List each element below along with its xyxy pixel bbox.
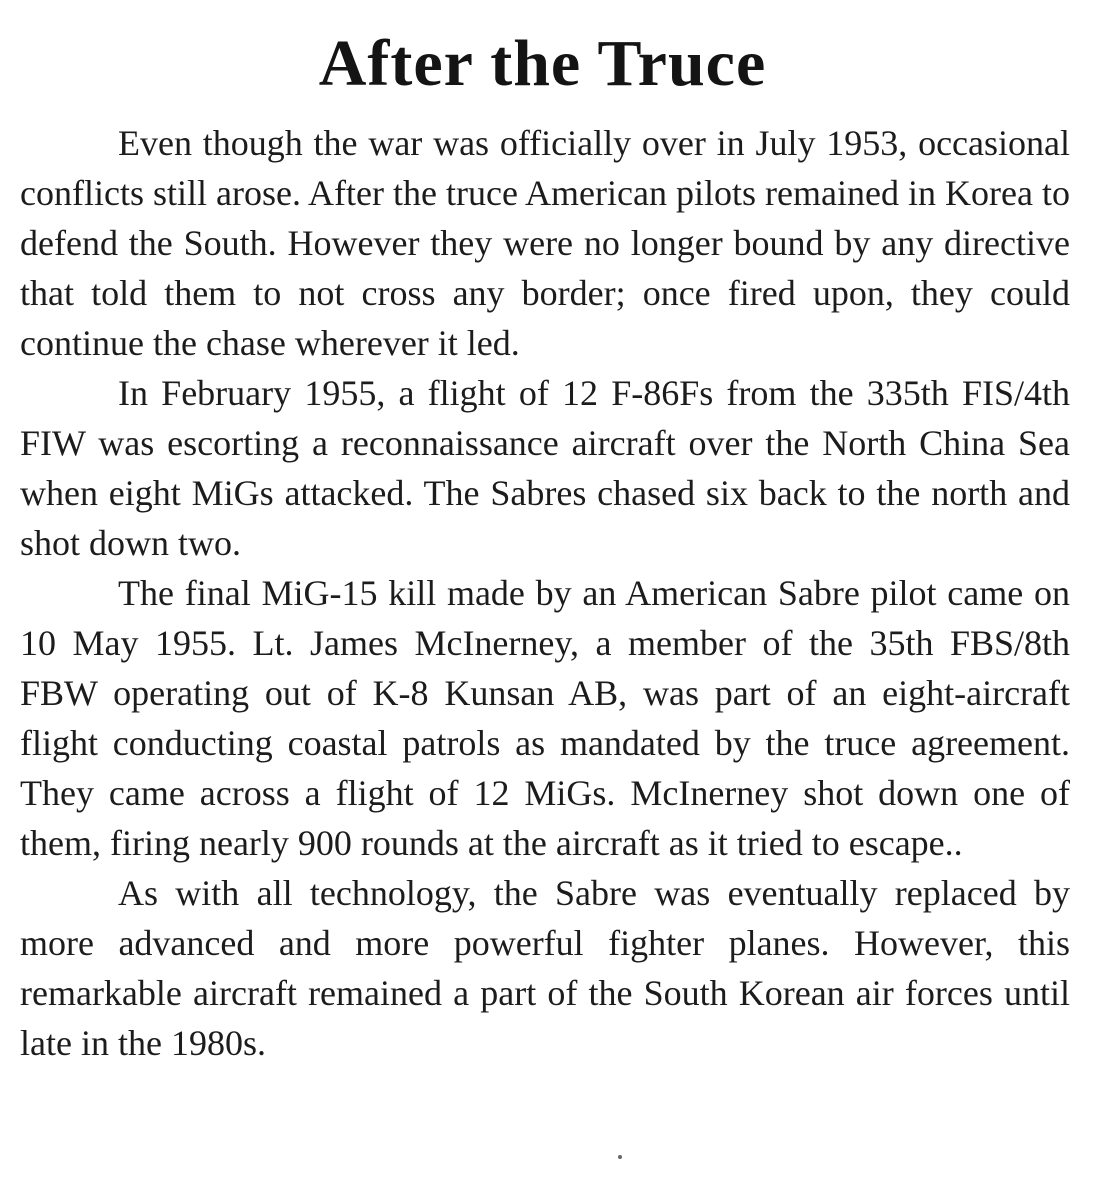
article-body bbox=[20, 118, 1070, 1068]
page-title: After the Truce bbox=[318, 27, 767, 100]
paragraph-1: Even though the war was officially over in July 1953, occasional conflicts still arose. After the truce American pilots remained in Korea to defend the South. However they were no longer bound by any directive that told them to not cross any border; once fired upon, they could continue the chase wherever it led. bbox=[20, 123, 1070, 363]
paragraph-4: As with all technology, the Sabre was eventually replaced by more advanced and more powerful fighter planes. However, this remarkable aircraft remained a part of the South Korean air forces until late in the 1980s. bbox=[20, 873, 1070, 1063]
scan-speck bbox=[618, 1155, 622, 1159]
paragraph-2: In February 1955, a flight of 12 F-86Fs from the 335th FIS/4th FIW was escorting a reconnaissance aircraft over the North China Sea when eight MiGs attacked. The Sabres chased six back to the north and shot down two. bbox=[20, 373, 1070, 563]
paragraph-3: The final MiG-15 kill made by an American Sabre pilot came on 10 May 1955. Lt. James McInerney, a member of the 35th FBS/8th FBW operating out of K-8 Kunsan AB, was part of an eight-aircraft flight conducting coastal patrols as mandated by the truce agreement. They came across a flight of 12 MiGs. McInerney shot down one of them, firing nearly 900 rounds at the aircraft as it tried to escape.. bbox=[20, 573, 1070, 863]
